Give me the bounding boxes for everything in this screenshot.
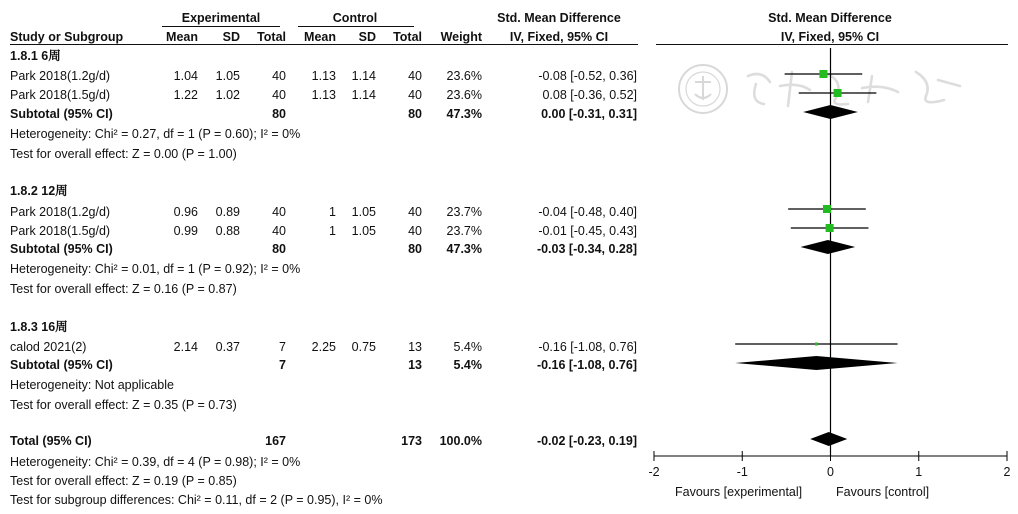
study-marker: [834, 89, 842, 97]
subtotal-total2: 80: [408, 107, 422, 121]
sd2-value: 1.05: [351, 205, 376, 219]
ci-value: -0.16 [-1.08, 0.76]: [538, 340, 637, 354]
total-ci: -0.02 [-0.23, 0.19]: [536, 434, 637, 448]
x-tick-label: 1: [915, 465, 923, 479]
heterogeneity-text: Heterogeneity: Not applicable: [10, 378, 174, 392]
study-name: Park 2018(1.2g/d): [10, 205, 111, 219]
mean1-value: 0.99: [173, 224, 198, 238]
heterogeneity-text: Heterogeneity: Chi² = 0.01, df = 1 (P = 0.92); I² = 0%: [10, 262, 301, 276]
experimental-group-header: Experimental: [181, 11, 261, 25]
study-name: calod 2021(2): [10, 340, 87, 354]
total-weight: 100.0%: [439, 434, 482, 448]
mean2-header: Mean: [304, 30, 336, 44]
overall-effect-text: Test for overall effect: Z = 0.00 (P = 1.00): [10, 147, 237, 161]
total1-value: 7: [279, 340, 286, 354]
subgroup-differences-text: Test for subgroup differences: Chi² = 0.11, df = 2 (P = 0.95), I² = 0%: [10, 493, 383, 507]
total2-value: 40: [408, 69, 422, 83]
subtotal-total1: 80: [272, 242, 286, 256]
total2-header: Total: [393, 30, 422, 44]
mean1-value: 1.22: [173, 88, 198, 102]
sd1-value: 0.88: [215, 224, 240, 238]
x-tick-label: -1: [736, 465, 748, 479]
study-column-header: Study or Subgroup: [10, 30, 124, 44]
total-diamond: [810, 432, 847, 446]
sd2-value: 0.75: [351, 340, 376, 354]
effect-column-header: Std. Mean Difference: [497, 11, 621, 25]
mean1-value: 0.96: [173, 205, 198, 219]
favours-right-label: Favours [control]: [836, 485, 930, 499]
subtotal-total2: 80: [408, 242, 422, 256]
mean1-header: Mean: [166, 30, 198, 44]
mean1-value: 2.14: [173, 340, 198, 354]
total2-value: 40: [408, 88, 422, 102]
total1-header: Total: [257, 30, 286, 44]
study-marker: [826, 224, 834, 232]
mean2-value: 1: [329, 224, 336, 238]
total-total1: 167: [265, 434, 286, 448]
mean2-value: 1: [329, 205, 336, 219]
study-marker: [823, 205, 831, 213]
subtotal-ci: -0.16 [-1.08, 0.76]: [536, 358, 637, 372]
sd1-header: SD: [222, 30, 240, 44]
sd1-value: 0.89: [215, 205, 240, 219]
subtotal-total1: 80: [272, 107, 286, 121]
total1-value: 40: [272, 205, 286, 219]
weight-value: 5.4%: [453, 340, 482, 354]
heterogeneity-text: Heterogeneity: Chi² = 0.27, df = 1 (P = 0.60); I² = 0%: [10, 127, 301, 141]
study-marker: [819, 70, 827, 78]
subtotal-diamond: [735, 356, 897, 370]
sd2-value: 1.14: [351, 88, 376, 102]
subtotal-weight: 47.3%: [446, 107, 482, 121]
subgroup-title: 1.8.1 6周: [10, 49, 61, 63]
overall-effect-text: Test for overall effect: Z = 0.16 (P = 0.87): [10, 282, 237, 296]
x-tick-label: 2: [1003, 465, 1011, 479]
effect-column-subheader: IV, Fixed, 95% CI: [509, 30, 609, 44]
subtotal-weight: 5.4%: [453, 358, 482, 372]
mean2-value: 1.13: [311, 69, 336, 83]
ci-value: -0.04 [-0.48, 0.40]: [538, 205, 637, 219]
subtotal-total1: 7: [279, 358, 286, 372]
plot-title: Std. Mean Difference: [768, 11, 892, 25]
total1-value: 40: [272, 88, 286, 102]
subtotal-label: Subtotal (95% CI): [10, 242, 113, 256]
total1-value: 40: [272, 224, 286, 238]
subgroup-title: 1.8.3 16周: [10, 320, 68, 334]
x-tick-label: 0: [827, 465, 834, 479]
sd1-value: 1.05: [215, 69, 240, 83]
sd2-header: SD: [358, 30, 376, 44]
mean2-value: 1.13: [311, 88, 336, 102]
weight-value: 23.6%: [446, 88, 482, 102]
total1-value: 40: [272, 69, 286, 83]
x-tick-label: -2: [648, 465, 660, 479]
sd2-value: 1.05: [351, 224, 376, 238]
favours-left-label: Favours [experimental]: [675, 485, 803, 499]
total2-value: 40: [408, 205, 422, 219]
mean2-value: 2.25: [311, 340, 336, 354]
control-group-header: Control: [332, 11, 378, 25]
sd2-value: 1.14: [351, 69, 376, 83]
sd1-value: 0.37: [215, 340, 240, 354]
study-name: Park 2018(1.5g/d): [10, 224, 111, 238]
weight-value: 23.6%: [446, 69, 482, 83]
subtotal-diamond: [800, 240, 855, 254]
subtotal-label: Subtotal (95% CI): [10, 107, 113, 121]
subtotal-total2: 13: [408, 358, 422, 372]
total2-value: 13: [408, 340, 422, 354]
subgroup-title: 1.8.2 12周: [10, 184, 68, 198]
total-heterogeneity-text: Heterogeneity: Chi² = 0.39, df = 4 (P = 0.98); I² = 0%: [10, 455, 301, 469]
total-overall-effect-text: Test for overall effect: Z = 0.19 (P = 0.85): [10, 474, 237, 488]
ci-value: -0.08 [-0.52, 0.36]: [538, 69, 637, 83]
plot-subtitle: IV, Fixed, 95% CI: [780, 30, 880, 44]
ci-value: 0.08 [-0.36, 0.52]: [542, 88, 637, 102]
ci-value: -0.01 [-0.45, 0.43]: [538, 224, 637, 238]
subtotal-weight: 47.3%: [446, 242, 482, 256]
weight-value: 23.7%: [446, 224, 482, 238]
subtotal-ci: -0.03 [-0.34, 0.28]: [536, 242, 637, 256]
study-name: Park 2018(1.2g/d): [10, 69, 111, 83]
study-marker: [815, 343, 818, 346]
mean1-value: 1.04: [173, 69, 198, 83]
subtotal-diamond: [803, 105, 858, 119]
overall-effect-text: Test for overall effect: Z = 0.35 (P = 0.73): [10, 398, 237, 412]
subtotal-label: Subtotal (95% CI): [10, 358, 113, 372]
total-label: Total (95% CI): [10, 434, 92, 448]
study-name: Park 2018(1.5g/d): [10, 88, 111, 102]
weight-value: 23.7%: [446, 205, 482, 219]
sd1-value: 1.02: [215, 88, 240, 102]
total-total2: 173: [401, 434, 422, 448]
weight-header: Weight: [440, 30, 482, 44]
subtotal-ci: 0.00 [-0.31, 0.31]: [541, 107, 637, 121]
total2-value: 40: [408, 224, 422, 238]
